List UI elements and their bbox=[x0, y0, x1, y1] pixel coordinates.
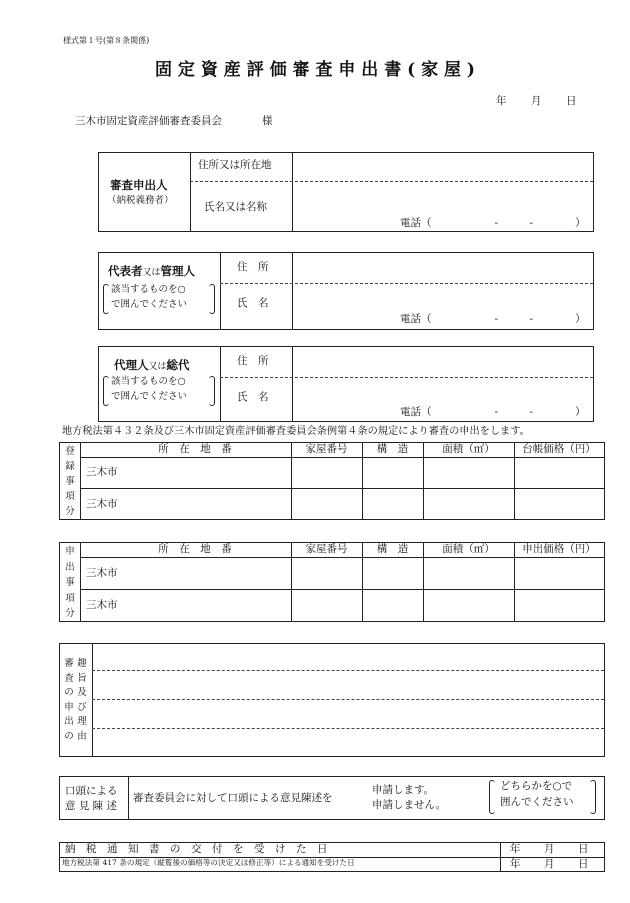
registry-header-location: 所 在 地 番 bbox=[158, 443, 232, 455]
representative-note-1: 該当するものを○ bbox=[111, 284, 186, 295]
request-header-area: 面積（㎡） bbox=[442, 543, 495, 555]
applicant-address-label: 住所又は所在地 bbox=[198, 159, 272, 171]
agent-phone: 電話（ - - ） bbox=[400, 406, 586, 418]
reasons-label-col2: 趣 旨 及 び 理 由 bbox=[77, 658, 87, 742]
request-header-value: 申出価格（円） bbox=[522, 543, 596, 555]
oral-label-1: 口頭による bbox=[65, 785, 118, 797]
oral-note-2: 囲んでください bbox=[500, 796, 574, 808]
applicant-sublabel: （納税義務者） bbox=[107, 195, 174, 206]
request-header-structure: 構 造 bbox=[376, 543, 409, 555]
reasons-text-field[interactable] bbox=[93, 645, 601, 755]
representative-note-2: で囲んでください bbox=[111, 299, 188, 310]
agent-bracket-left bbox=[103, 376, 109, 406]
oral-option-no-request[interactable]: 申請しません。 bbox=[372, 799, 447, 811]
notice-row-1-label: 納 税 通 知 書 の 交 付 を 受 け た 日 bbox=[65, 843, 328, 855]
applicant-phone: 電話（ - - ） bbox=[400, 217, 586, 229]
notice-row-1-month: 月 bbox=[544, 843, 555, 855]
representative-name-label: 氏 名 bbox=[237, 297, 269, 309]
registry-row-1-location[interactable]: 三木市 bbox=[86, 466, 118, 478]
oral-option-request[interactable]: 申請します。 bbox=[372, 784, 435, 796]
registry-header-structure: 構 造 bbox=[376, 443, 409, 455]
request-header-location: 所 在 地 番 bbox=[158, 543, 232, 555]
addressee: 三木市固定資産評価審査委員会 bbox=[75, 115, 222, 127]
request-row-1-location[interactable]: 三木市 bbox=[86, 567, 118, 579]
date-year-label: 年 bbox=[496, 95, 507, 107]
representative-phone: 電話（ - - ） bbox=[400, 313, 586, 325]
form-number: 様式第１号(第８条関係) bbox=[63, 36, 150, 45]
oral-bracket-left bbox=[489, 780, 495, 814]
applicant-address-field[interactable] bbox=[293, 154, 591, 180]
agent-address-field[interactable] bbox=[293, 348, 591, 376]
registry-header-value: 台帳価格（円） bbox=[522, 443, 596, 455]
representative-address-label: 住 所 bbox=[237, 261, 269, 273]
applicant-label: 審査申出人 bbox=[110, 178, 168, 192]
notice-row-2-year: 年 bbox=[510, 858, 521, 870]
registry-header-area: 面積（㎡） bbox=[442, 443, 495, 455]
notice-row-2-day: 日 bbox=[578, 858, 589, 870]
oral-label-2: 意 見 陳 述 bbox=[65, 800, 118, 812]
applicant-name-label: 氏名又は名称 bbox=[204, 201, 267, 213]
agent-name-label: 氏 名 bbox=[237, 391, 269, 403]
notice-row-1-day: 日 bbox=[578, 843, 589, 855]
registry-row-2-location[interactable]: 三木市 bbox=[86, 498, 118, 510]
agent-label: 代理人又は総代 bbox=[114, 358, 190, 372]
page-title: 固 定 資 産 評 価 審 査 申 出 書 ( 家 屋 ) bbox=[155, 60, 475, 80]
application-statement: 地方税法第４３２条及び三木市固定資産評価審査委員会条例第４条の規定により審査の申出をします。 bbox=[62, 426, 530, 437]
notice-row-2-month: 月 bbox=[544, 858, 555, 870]
registry-header-house-number: 家屋番号 bbox=[305, 443, 348, 455]
representative-bracket-left bbox=[103, 284, 109, 314]
agent-address-label: 住 所 bbox=[237, 355, 269, 367]
notice-row-2-label: 地方税法第 417 条の規定（縦覧後の価格等の決定又は修正等）による通知を受けた日 bbox=[62, 858, 355, 867]
representative-label: 代表者又は管理人 bbox=[108, 264, 196, 278]
reasons-label-col1: 審 査 の 申 出 の bbox=[64, 658, 74, 742]
agent-note-2: で囲んでください bbox=[111, 391, 188, 402]
notice-row-1-year: 年 bbox=[510, 843, 521, 855]
registry-side-label: 登 録 事 項 分 bbox=[65, 446, 75, 517]
oral-text: 審査委員会に対して口頭による意見陳述を bbox=[133, 792, 333, 804]
oral-note-1: どちらかを○で bbox=[500, 780, 573, 792]
representative-address-field[interactable] bbox=[293, 254, 591, 282]
date-day-label: 日 bbox=[566, 95, 577, 107]
oral-bracket-right bbox=[590, 780, 596, 814]
agent-bracket-right bbox=[209, 376, 215, 406]
representative-bracket-right bbox=[209, 284, 215, 314]
date-month-label: 月 bbox=[531, 95, 542, 107]
honorific: 様 bbox=[262, 115, 273, 127]
request-side-label: 申 出 事 項 分 bbox=[65, 546, 75, 619]
request-row-2-location[interactable]: 三木市 bbox=[86, 599, 118, 611]
request-header-house-number: 家屋番号 bbox=[305, 543, 348, 555]
agent-note-1: 該当するものを○ bbox=[111, 376, 186, 387]
